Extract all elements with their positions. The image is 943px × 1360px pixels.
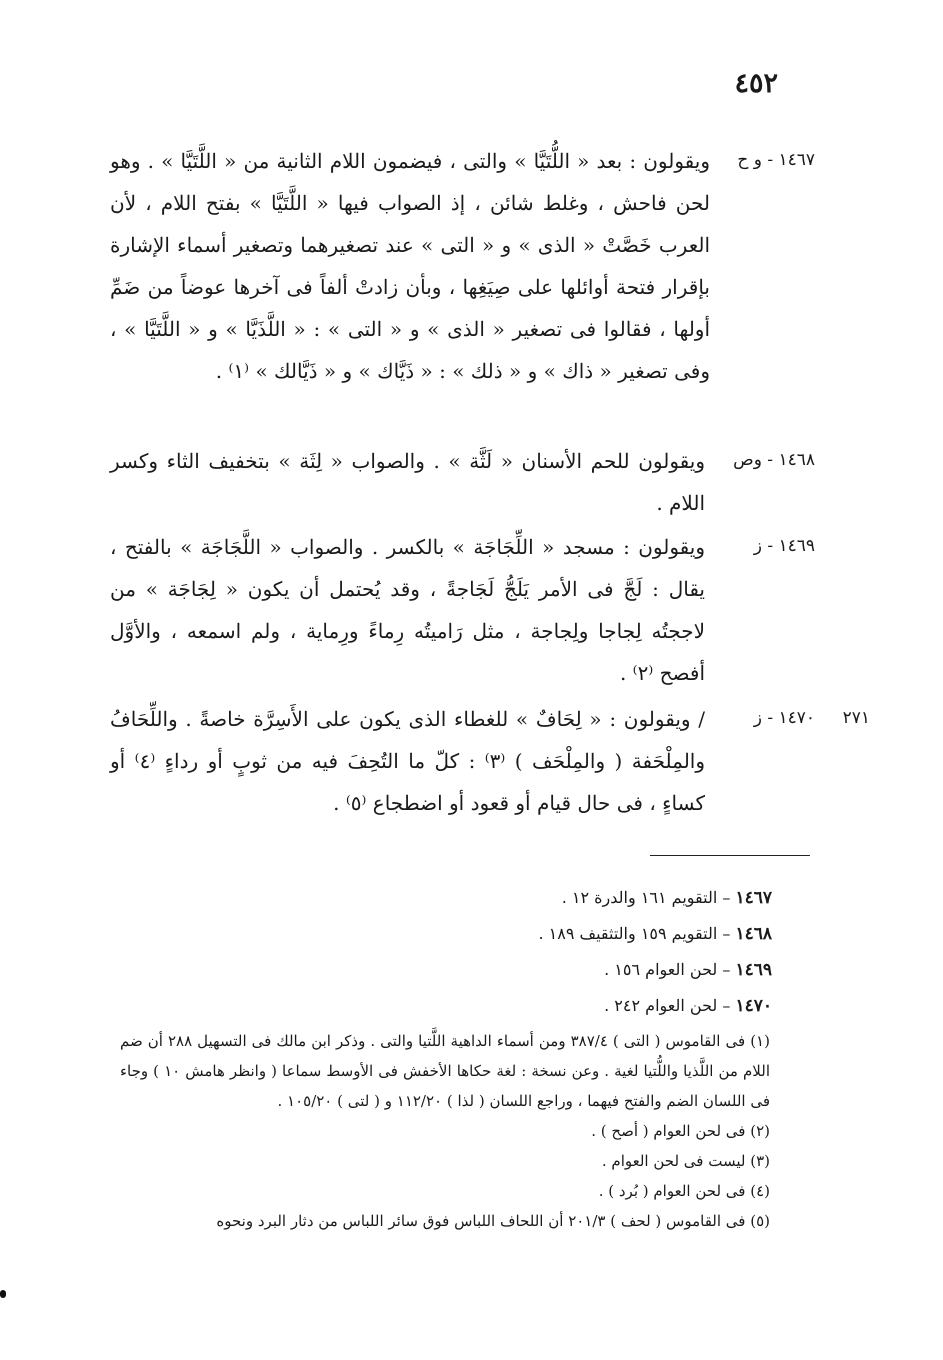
footnote: (٥) فى القاموس ( لحف ) ٢٠١/٣ أن اللحاف اللباس فوق سائر اللباس من دثار البرد ونحوه bbox=[216, 1212, 770, 1230]
source-text: – التقويم ١٦١ والدرة ١٢ . bbox=[561, 888, 731, 907]
entry-number: ١٤٦٨ - وص bbox=[733, 450, 815, 470]
margin-folio-number: ٢٧١ bbox=[842, 708, 870, 728]
source-text: – لحن العوام ١٥٦ . bbox=[604, 960, 731, 979]
entry-number: ١٤٧٠ - ز bbox=[753, 708, 815, 728]
entry-text: ويقولون للحم الأسنان « لَثَّة » . والصواب « لِثَة » بتخفيف الثاء وكسر اللام . bbox=[110, 449, 705, 515]
source-entry-number: ١٤٧٠ bbox=[735, 996, 772, 1016]
source-entry-number: ١٤٦٧ bbox=[735, 888, 772, 908]
scan-mark bbox=[0, 1290, 6, 1298]
footnotes bbox=[120, 1026, 770, 1236]
footnote: (٢) فى لحن العوام ( أصح ) . bbox=[591, 1122, 770, 1140]
footnote: (٤) فى لحن العوام ( بُرد ) . bbox=[598, 1182, 770, 1200]
footnote: (١) فى القاموس ( التى ) ٣٨٧/٤ ومن أسماء الداهية اللَّتيا والتى . وذكر ابن مالك فى التسهيل ٢٨٨ أن ضم اللام من اللَّذيا واللُّتيا لغية . وعن نسخة : لغة حكاها الأخفش فى الأوسط سماعا ( وانظر هامش ١٠ ) وجاء فى اللسان الضم والفتح فيهما ، وراجع اللسان ( لذا ) ١١٢/٢٠ و ( لتى ) ١٠٥/٢٠ . bbox=[120, 1032, 770, 1110]
source-line bbox=[400, 916, 772, 952]
source-line bbox=[400, 880, 772, 916]
footnote: (٣) ليست فى لحن العوام . bbox=[601, 1152, 770, 1170]
entry-text: / ويقولون : « لِحَافٌ » للغطاء الذى يكون على الأَسِرَّة خاصةً . واللِّحَافُ والمِلْحَفة ( والمِلْحَف ) ⁽٣⁾ : كلّ ما التُحِفَ فيه من ثوبٍ أو رداءٍ ⁽٤⁾ أو كساءٍ ، فى حال قيام أو قعود أو اضطجاع ⁽٥⁾ . bbox=[110, 707, 706, 815]
entry-text: ويقولون : مسجد « اللِّجَاجَة » بالكسر . والصواب « اللَّجَاجَة » بالفتح ، يقال : لَجَّ فى الأمر يَلَجُّ لَجَاجةً ، وقد يُحتمل أن يكون « لِجَاجَة » من لاججتُه لِجاجا ولِجاجة ، مثل رَاميتُه رِماءً ورِماية ، ولم اسمعه ، والأوَّل أفصح ⁽٢⁾ . bbox=[110, 535, 705, 685]
entry-text: ويقولون : بعد « اللُّتَيَّا » والتى ، فيضمون اللام الثانية من « اللَّتَيَّا » . وهو لحن فاحش ، وغلط شائن ، إذ الصواب فيها « اللَّتَيَّا » بفتح اللام ، لأن العرب خَصَّتْ « الذى » و « التى » عند تصغيرهما وتصغير أسماء الإشارة بإقرار فتحة أوائلها على صِيَغِها ، وبأن زادتْ ألفاً فى آخرها عوضاً من ضَمِّ أولها ، فقالوا فى تصغير « الذى » و « التى » : « اللَّذَيَّا » و « اللَّتَيَّا » ، وفى تصغير « ذاك » و « ذلك » : « ذَيَّاك » و « ذَيَّالك » ⁽١⁾ . bbox=[110, 149, 710, 383]
page-number: ٤٥٢ bbox=[734, 68, 778, 99]
entry-number: ١٤٦٧ - و ح bbox=[737, 150, 815, 170]
source-references bbox=[400, 880, 772, 1024]
source-line bbox=[400, 988, 772, 1024]
entry-number: ١٤٦٩ - ز bbox=[753, 536, 815, 556]
source-entry-number: ١٤٦٨ bbox=[735, 924, 772, 944]
source-entry-number: ١٤٦٩ bbox=[735, 960, 772, 980]
source-text: – التقويم ١٥٩ والتثقيف ١٨٩ . bbox=[538, 924, 731, 943]
source-line bbox=[400, 952, 772, 988]
footnote-divider bbox=[650, 855, 810, 856]
source-text: – لحن العوام ٢٤٢ . bbox=[604, 996, 731, 1015]
